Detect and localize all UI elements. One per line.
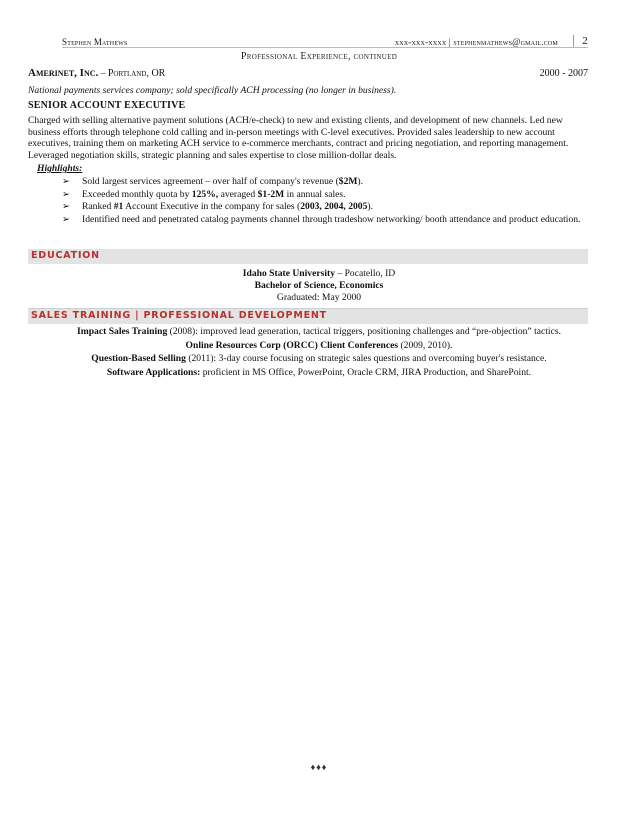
arrow-bullet-icon: ➢ — [62, 201, 71, 212]
highlight-item: ➢ Identified need and penetrated catalog payments channel through tradeshow networking/ booth attendance and product education. — [62, 213, 581, 225]
training-item: Software Applications: proficient in MS Office, PowerPoint, Oracle CRM, JIRA Production, and SharePoint. — [106, 367, 532, 378]
education-heading-band — [28, 249, 588, 264]
section-subtitle: Professional Experience, continued — [240, 51, 398, 62]
company-dash: – — [98, 68, 108, 79]
header-name: Stephen Mathews — [62, 37, 128, 47]
school-name: Idaho State University — [242, 268, 335, 279]
header-contact: xxx-xxx-xxxx | stephenmathews@gmail.com — [394, 37, 558, 47]
training-item: Online Resources Corp (ORCC) Client Conferences (2009, 2010). — [185, 340, 453, 351]
job-title: SENIOR ACCOUNT EXECUTIVE — [28, 100, 186, 111]
highlight-item: ➢ Sold largest services agreement – over half of company's revenue ($2M). — [62, 176, 364, 187]
page-header — [62, 34, 588, 48]
employment-dates: 2000 - 2007 — [539, 68, 588, 79]
header-divider — [62, 47, 588, 48]
company-location: Portland, OR — [107, 68, 166, 79]
school-location: – Pocatello, ID — [335, 268, 396, 279]
company-description: National payments services company; sold specifically ACH processing (no longer in business). — [28, 85, 397, 96]
highlight-item: ➢ Exceeded monthly quota by 125%, averaged $1-2M in annual sales. — [62, 188, 346, 200]
training-heading-band — [28, 308, 588, 324]
highlights-label: Highlights: — [37, 163, 83, 174]
education-school — [0, 268, 638, 279]
footer-ornament: ♦♦♦ — [310, 762, 328, 772]
education-degree: Bachelor of Science, Economics — [254, 280, 384, 291]
highlight-item: ➢ Ranked #1 Account Executive in the company for sales (2003, 2004, 2005). — [62, 201, 373, 212]
arrow-bullet-icon: ➢ — [62, 213, 71, 225]
training-heading: SALES TRAINING | PROFESSIONAL DEVELOPMENT — [31, 310, 327, 321]
arrow-bullet-icon: ➢ — [62, 176, 71, 187]
education-graduated: Graduated: May 2000 — [276, 292, 362, 303]
page-number: 2 — [573, 35, 588, 47]
education-heading: EDUCATION — [31, 250, 100, 261]
company-line — [28, 68, 588, 81]
training-item: Question-Based Selling (2011): 3-day course focusing on strategic sales questions and overcoming buyer's resistance. — [91, 353, 547, 364]
highlights-list — [62, 176, 588, 226]
arrow-bullet-icon: ➢ — [62, 188, 71, 200]
company-name: Amerinet, Inc. — [28, 67, 99, 79]
job-summary: Charged with selling alternative payment solutions (ACH/e-check) to new and existing clients, and development of new channels. Led new business efforts through telephone cold calling and in-person meetings with C-level executives. Provided sales leadership to new account executives, training them on marketing ACH service to e-commerce merchants, contract and pricing negotiation, and reporting management. Leveraged negotiation skills, strategic planning and sales expertise to close million-dollar deals. — [28, 115, 569, 161]
training-item: Impact Sales Training (2008): improved lead generation, tactical triggers, positioning challenges and “pre-objection” tactics. — [76, 326, 561, 337]
